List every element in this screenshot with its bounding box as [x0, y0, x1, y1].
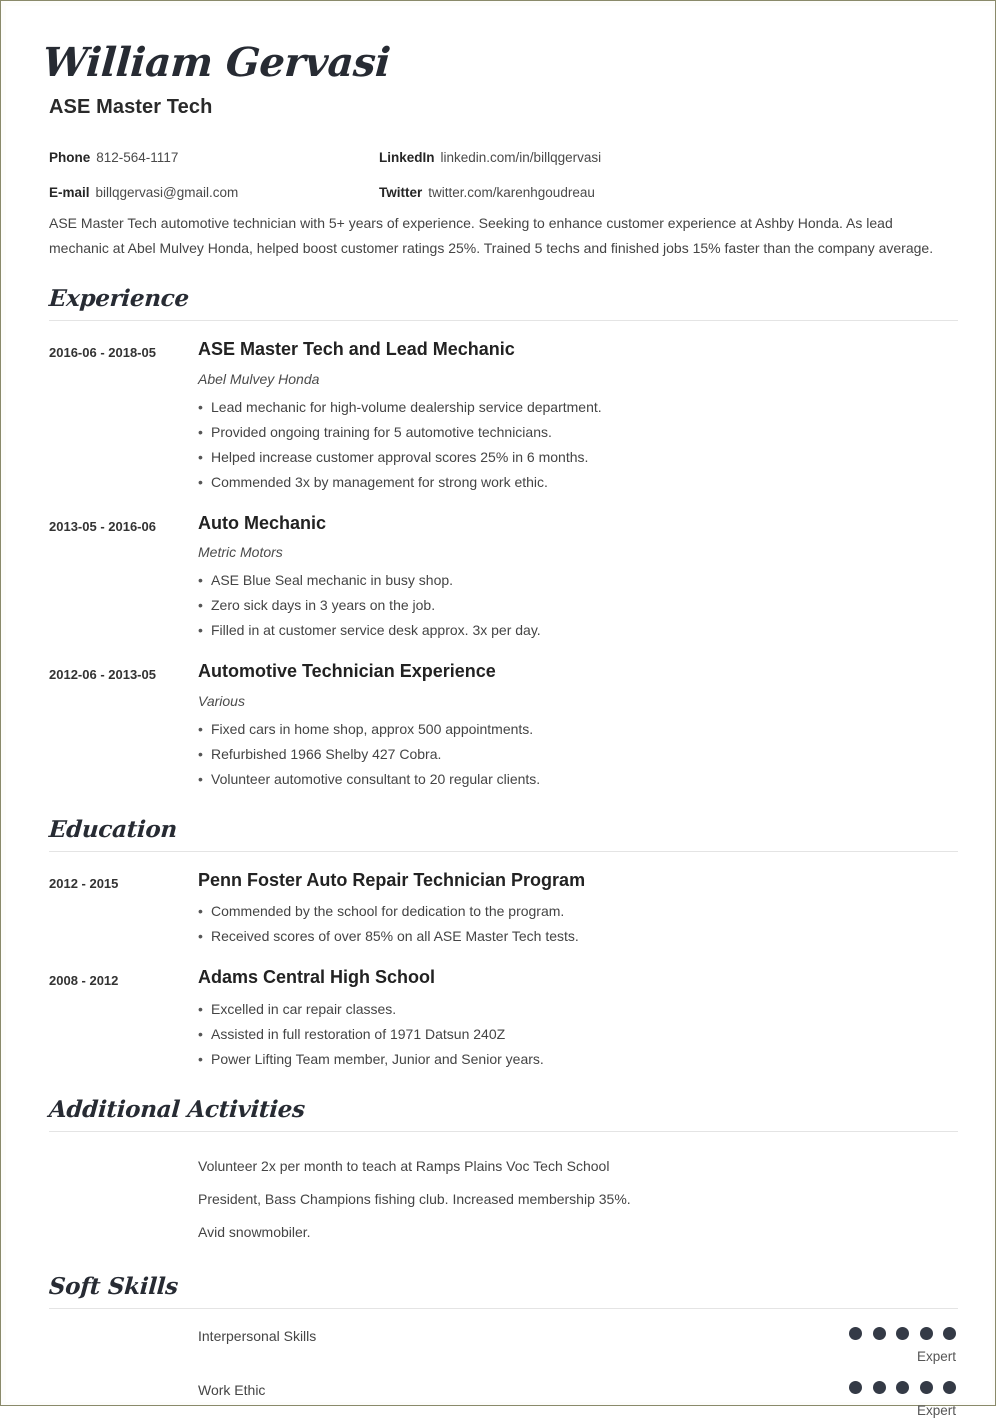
contact-phone-value: 812-564-1117 [96, 150, 179, 165]
activities-body [198, 1150, 958, 1249]
bullet-item: • Assisted in full restoration of 1971 Datsun 240Z [198, 1022, 958, 1047]
list-item: Volunteer 2x per month to teach at Ramps Plains Voc Tech School [198, 1157, 610, 1174]
skill-rating-dots [843, 1381, 956, 1394]
bullet-item: • Power Lifting Team member, Junior and Senior years. [198, 1047, 958, 1072]
skill-level-label: Expert [916, 1348, 956, 1364]
list-item: President, Bass Champions fishing club. Increased membership 35%. [198, 1190, 631, 1207]
contact-email [49, 186, 238, 200]
bullet-item: • Zero sick days in 3 years on the job. [198, 593, 958, 618]
rating-dot [943, 1381, 956, 1394]
soft-skill-row [44, 1327, 958, 1364]
contact-linkedin-label: LinkedIn [379, 150, 435, 165]
experience-bullets [198, 568, 958, 643]
skill-level-label: Expert [916, 1403, 956, 1418]
experience-bullets [198, 395, 958, 495]
experience-title: Auto Mechanic [198, 512, 327, 533]
education-bullets [198, 997, 958, 1072]
section-education [44, 816, 958, 1072]
education-body [198, 967, 958, 1072]
experience-employer: Abel Mulvey Honda [198, 370, 320, 387]
skill-label: Interpersonal Skills [198, 1327, 317, 1344]
experience-body [198, 661, 958, 792]
candidate-job-title: ASE Master Tech [49, 96, 213, 118]
section-experience [44, 285, 958, 792]
rating-dot [849, 1381, 862, 1394]
rating-dot [920, 1327, 933, 1340]
bullet-item: • Helped increase customer approval scores 25% in 6 months. [198, 445, 958, 470]
section-soft-skills [44, 1273, 958, 1418]
bullet-item: • Received scores of over 85% on all ASE Master Tech tests. [198, 924, 958, 949]
education-body [198, 870, 958, 950]
contact-twitter [379, 186, 595, 200]
education-title: Penn Foster Auto Repair Technician Program [198, 869, 586, 890]
list-item: Avid snowmobiler. [198, 1223, 311, 1240]
education-date: 2008 - 2012 [49, 973, 119, 989]
contact-email-label: E-mail [49, 185, 90, 200]
experience-date: 2012-06 - 2013-05 [49, 667, 156, 683]
rating-dot [873, 1381, 886, 1394]
contact-twitter-label: Twitter [379, 185, 423, 200]
education-bullets [198, 899, 958, 949]
summary-paragraph: ASE Master Tech automotive technician with 5+ years of experience. Seeking to enhance customer experience at Ashby Honda. As lead mechanic at Abel Mulvey Honda, helped boost customer ratings 25%. Trained 5 techs and finished jobs 15% faster than the company average. [49, 215, 934, 256]
contact-phone [49, 151, 178, 165]
section-additional-activities [44, 1096, 958, 1249]
skill-rating [843, 1381, 958, 1418]
section-divider [49, 851, 958, 852]
experience-body [198, 339, 958, 495]
bullet-item: • Provided ongoing training for 5 automotive technicians. [198, 420, 958, 445]
section-divider [49, 1131, 958, 1132]
section-title-education: Education [48, 815, 178, 843]
bullet-item: • Commended 3x by management for strong work ethic. [198, 470, 958, 495]
experience-employer: Metric Motors [198, 544, 283, 561]
section-title-soft-skills: Soft Skills [48, 1272, 179, 1300]
activities-date-spacer [44, 1150, 198, 1249]
experience-date: 2013-05 - 2016-06 [49, 518, 156, 534]
activities-entry [44, 1150, 958, 1249]
contact-linkedin-value[interactable]: linkedin.com/in/billqgervasi [440, 150, 602, 165]
experience-date: 2016-06 - 2018-05 [49, 345, 156, 360]
resume-header [41, 6, 958, 119]
skill-rating [843, 1327, 958, 1364]
rating-dot [873, 1327, 886, 1340]
section-title-additional-activities: Additional Activities [48, 1095, 306, 1123]
experience-entry [44, 661, 958, 792]
experience-body [198, 513, 958, 644]
candidate-name: William Gervasi [41, 39, 392, 86]
skill-rating-dots [843, 1327, 956, 1340]
contact-block [49, 143, 958, 205]
rating-dot [920, 1381, 933, 1394]
bullet-item: • Filled in at customer service desk approx. 3x per day. [198, 618, 958, 643]
rating-dot [943, 1327, 956, 1340]
experience-title: Automotive Technician Experience [198, 661, 496, 682]
education-entry [44, 870, 958, 950]
bullet-item: • Refurbished 1966 Shelby 427 Cobra. [198, 742, 958, 767]
bullet-item: • Fixed cars in home shop, approx 500 appointments. [198, 717, 958, 742]
section-title-experience: Experience [48, 285, 190, 312]
education-entry [44, 967, 958, 1072]
section-divider [49, 1308, 958, 1309]
experience-entry [44, 513, 958, 644]
contact-phone-label: Phone [49, 150, 91, 165]
education-date: 2012 - 2015 [49, 875, 119, 891]
bullet-item: • Lead mechanic for high-volume dealership service department. [198, 395, 958, 420]
soft-skill-row [44, 1381, 958, 1418]
rating-dot [896, 1381, 909, 1394]
section-divider [49, 320, 958, 321]
bullet-item: • Commended by the school for dedication to the program. [198, 899, 958, 924]
bullet-item: • Excelled in car repair classes. [198, 997, 958, 1022]
experience-entry [44, 339, 958, 495]
skill-label: Work Ethic [198, 1382, 266, 1399]
education-title: Adams Central High School [198, 967, 436, 988]
experience-employer: Various [198, 692, 245, 709]
resume-page [6, 6, 992, 1418]
resume-content [41, 6, 958, 1418]
contact-linkedin [379, 151, 601, 165]
experience-bullets [198, 717, 958, 792]
experience-title: ASE Master Tech and Lead Mechanic [198, 339, 515, 359]
rating-dot [896, 1327, 909, 1340]
bullet-item: • ASE Blue Seal mechanic in busy shop. [198, 568, 958, 593]
contact-twitter-value[interactable]: twitter.com/karenhgoudreau [428, 185, 595, 200]
rating-dot [849, 1327, 862, 1340]
bullet-item: • Volunteer automotive consultant to 20 regular clients. [198, 767, 958, 792]
contact-email-value[interactable]: billqgervasi@gmail.com [95, 185, 239, 200]
activities-list [198, 1150, 958, 1249]
